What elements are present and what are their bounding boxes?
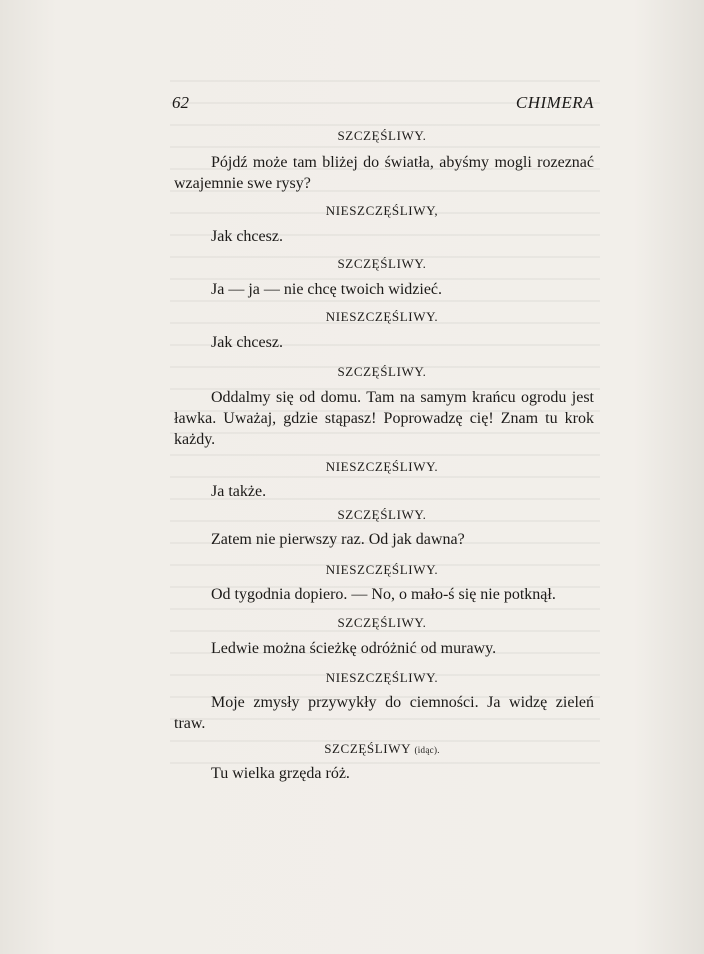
speaker-with-stage-direction — [170, 741, 594, 757]
running-title: CHIMERA — [515, 93, 594, 112]
dialogue-line: Pójdź może tam bliżej do światła, abyśmy mogli rozeznać wzajemnie swe rysy? — [174, 154, 594, 192]
dialogue-line: Tu wielka grzęda róż. — [211, 765, 350, 782]
dialogue-line: Od tygodnia dopiero. — No, o mało-ś się nie potknął. — [211, 586, 556, 603]
dialogue-line: Jak chcesz. — [211, 334, 283, 351]
dialogue-line: Ja także. — [211, 483, 267, 500]
dialogue-line: Ledwie można ścieżkę odróżnić od murawy. — [211, 640, 497, 657]
dialogue-line: Jak chcesz. — [211, 228, 283, 245]
dialogue-line: Moje zmysły przywykły do ciemności. Ja widzę zieleń traw. — [174, 694, 594, 732]
page-number: 62 — [172, 93, 189, 112]
dialogue-line: Oddalmy się od domu. Tam na samym krańcu ogrodu jest ławka. Uważaj, gdzie stąpasz! Poprowadzę cię! Znam tu krok każdy. — [174, 389, 594, 448]
speaker-name: NIESZCZĘŚLIWY, — [325, 203, 439, 218]
page-header — [170, 93, 594, 115]
speaker-name: NIESZCZĘŚLIWY. — [325, 562, 439, 577]
stage-direction: (idąc). — [414, 745, 440, 755]
speaker-name: NIESZCZĘŚLIWY. — [325, 459, 439, 474]
dialogue-line: Ja — ja — nie chcę twoich widzieć. — [211, 281, 443, 298]
dialogue-line: Zatem nie pierwszy raz. Od jak dawna? — [211, 531, 465, 548]
speaker-name: NIESZCZĘŚLIWY. — [325, 309, 439, 324]
speaker-name: SZCZĘŚLIWY. — [337, 507, 427, 522]
speaker-name: SZCZĘŚLIWY. — [337, 615, 427, 630]
speaker-name: SZCZĘŚLIWY. — [337, 256, 427, 271]
speaker-name: NIESZCZĘŚLIWY. — [325, 670, 439, 685]
speaker-name: SZCZĘŚLIWY. — [337, 128, 427, 143]
speaker-name: SZCZĘŚLIWY — [324, 741, 411, 756]
speaker-name: SZCZĘŚLIWY. — [337, 364, 427, 379]
